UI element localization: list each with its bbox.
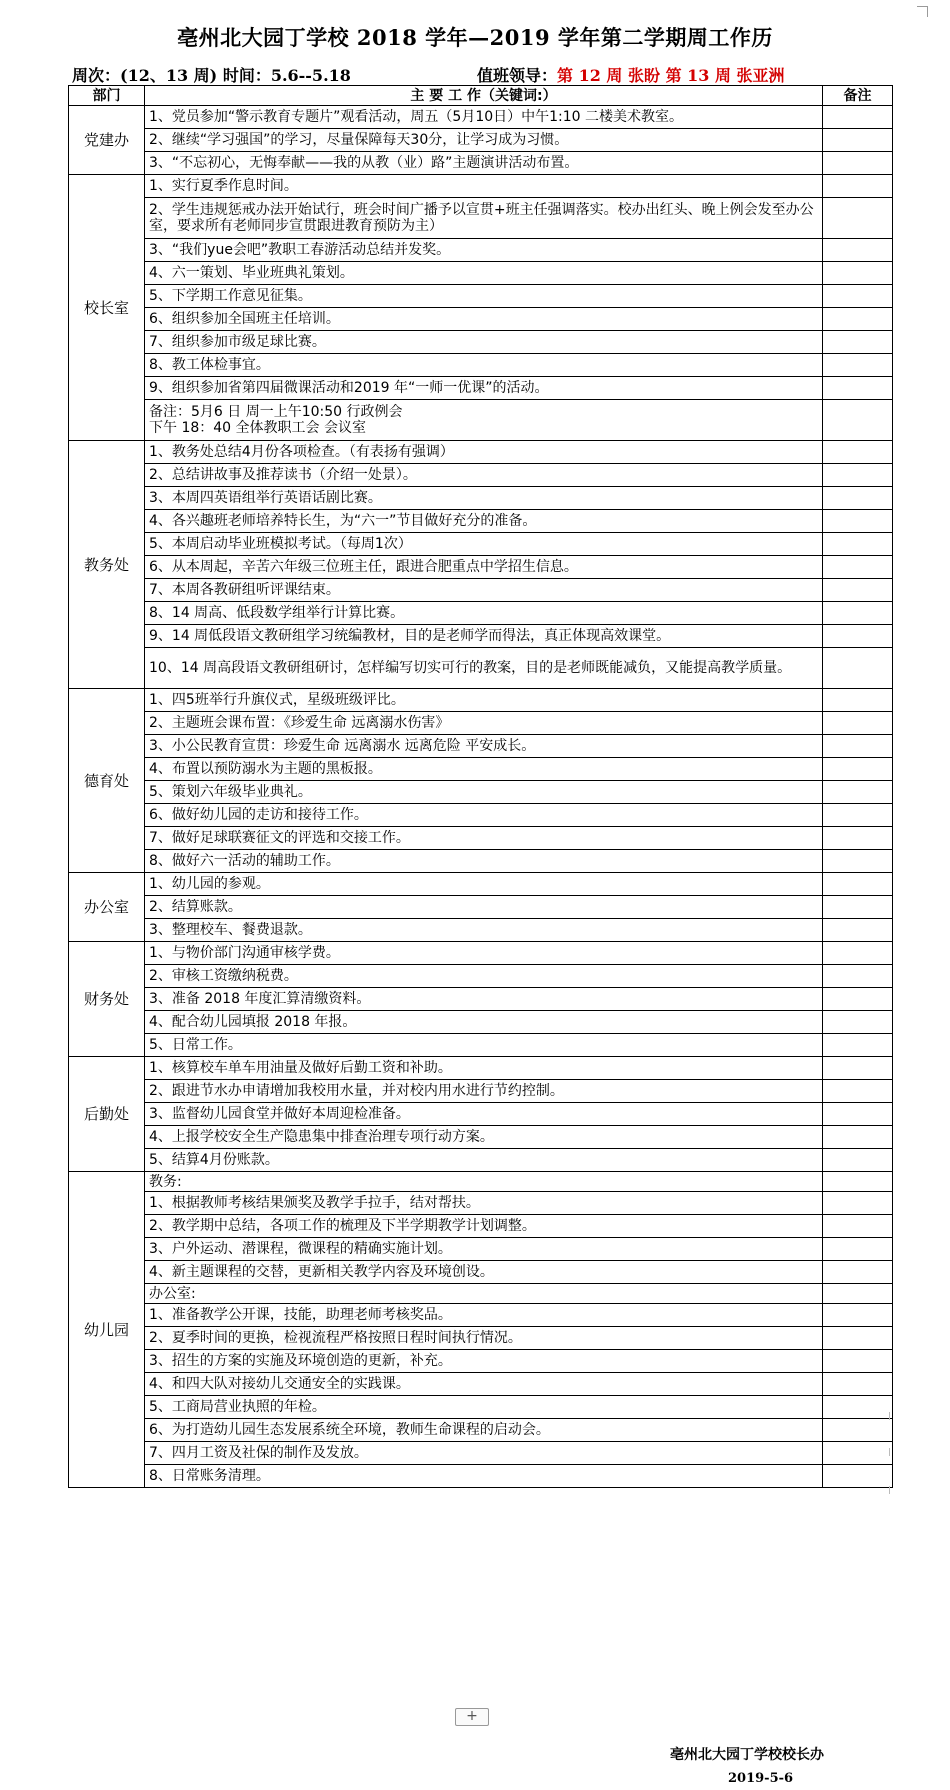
table-row <box>69 896 893 919</box>
note-cell <box>823 308 893 331</box>
table-row <box>69 1149 893 1172</box>
note-cell <box>823 152 893 175</box>
work-item-cell: 1、根据教师考核结果颁奖及教学手拉手，结对帮扶。 <box>145 1192 823 1215</box>
work-item-cell: 1、四5班举行升旗仪式，星级班级评比。 <box>145 689 823 712</box>
note-cell <box>823 873 893 896</box>
table-row <box>69 1011 893 1034</box>
note-cell <box>823 1304 893 1327</box>
work-item-cell: 8、日常账务清理。 <box>145 1465 823 1488</box>
dept-cell-principal: 校长室 <box>69 175 145 441</box>
table-row <box>69 1419 893 1442</box>
work-item-cell: 6、从本周起，辛苦六年级三位班主任，跟进合肥重点中学招生信息。 <box>145 556 823 579</box>
note-cell <box>823 1373 893 1396</box>
work-item-cell: 5、日常工作。 <box>145 1034 823 1057</box>
table-row <box>69 239 893 262</box>
note-cell <box>823 827 893 850</box>
page-corner-mark <box>917 6 928 17</box>
header-note: 备注 <box>823 86 893 106</box>
table-row <box>69 804 893 827</box>
ruler-mark <box>885 1448 890 1456</box>
duty-value: 第 12 周 张盼 第 13 周 张亚洲 <box>557 66 785 85</box>
work-item-cell: 4、布置以预防溺水为主题的黑板报。 <box>145 758 823 781</box>
table-header-row <box>69 86 893 106</box>
work-item-cell: 9、组织参加省第四届微课活动和2019 年“一师一优课”的活动。 <box>145 377 823 400</box>
note-cell <box>823 510 893 533</box>
note-cell <box>823 441 893 464</box>
table-row <box>69 331 893 354</box>
table-row <box>69 510 893 533</box>
ruler-mark <box>885 1486 890 1494</box>
work-item-cell: 10、14 周高段语文教研组研讨，怎样编写切实可行的教案，目的是老师既能减负，又能提高教学质量。 <box>145 648 823 689</box>
table-row <box>69 198 893 239</box>
week-info-line <box>72 63 872 87</box>
header-dept: 部门 <box>69 86 145 106</box>
note-cell <box>823 689 893 712</box>
table-row <box>69 781 893 804</box>
note-cell <box>823 1103 893 1126</box>
table-row <box>69 533 893 556</box>
work-item-cell: 3、户外运动、潜课程，微课程的精确实施计划。 <box>145 1238 823 1261</box>
work-item-cell: 3、小公民教育宣贯：珍爱生命 远离溺水 远离危险 平安成长。 <box>145 735 823 758</box>
table-row <box>69 464 893 487</box>
work-item-cell: 4、配合幼儿园填报 2018 年报。 <box>145 1011 823 1034</box>
work-item-cell: 2、审核工资缴纳税费。 <box>145 965 823 988</box>
work-item-cell: 5、结算4月份账款。 <box>145 1149 823 1172</box>
note-cell <box>823 735 893 758</box>
table-row <box>69 262 893 285</box>
table-row <box>69 1284 893 1304</box>
note-cell <box>823 1261 893 1284</box>
note-cell <box>823 1419 893 1442</box>
note-cell <box>823 1149 893 1172</box>
work-item-cell: 4、新主题课程的交替，更新相关教学内容及环境创设。 <box>145 1261 823 1284</box>
table-row <box>69 1373 893 1396</box>
work-item-cell: 3、整理校车、餐费退款。 <box>145 919 823 942</box>
note-cell <box>823 331 893 354</box>
note-cell <box>823 377 893 400</box>
note-cell <box>823 648 893 689</box>
note-cell <box>823 1284 893 1304</box>
work-item-cell: 7、四月工资及社保的制作及发放。 <box>145 1442 823 1465</box>
work-item-cell: 1、党员参加“警示教育专题片”观看活动，周五（5月10日）中午1:10 二楼美术教室。 <box>145 106 823 129</box>
table-row <box>69 1192 893 1215</box>
table-body <box>69 106 893 1488</box>
table-row <box>69 1126 893 1149</box>
work-item-cell: 2、总结讲故事及推荐读书（介绍一处景）。 <box>145 464 823 487</box>
work-item-cell: 教务: <box>145 1172 823 1192</box>
table-row <box>69 942 893 965</box>
table-row <box>69 1261 893 1284</box>
note-cell <box>823 1327 893 1350</box>
work-item-cell: 备注：5月6 日 周一上午10:50 行政例会 下午 18：40 全体教职工会 会议室 <box>145 400 823 441</box>
note-cell <box>823 239 893 262</box>
note-cell <box>823 285 893 308</box>
work-item-cell: 8、14 周高、低段数学组举行计算比赛。 <box>145 602 823 625</box>
table-row <box>69 579 893 602</box>
table-row <box>69 129 893 152</box>
table-row <box>69 354 893 377</box>
work-item-cell: 4、上报学校安全生产隐患集中排查治理专项行动方案。 <box>145 1126 823 1149</box>
work-item-cell: 2、结算账款。 <box>145 896 823 919</box>
table-row <box>69 1215 893 1238</box>
note-cell <box>823 1442 893 1465</box>
note-cell <box>823 1080 893 1103</box>
dept-cell-party: 党建办 <box>69 106 145 175</box>
table-add-handle[interactable]: + <box>455 1708 489 1726</box>
table-row <box>69 487 893 510</box>
note-cell <box>823 988 893 1011</box>
work-item-cell: 6、组织参加全国班主任培训。 <box>145 308 823 331</box>
table-row <box>69 758 893 781</box>
table-row <box>69 735 893 758</box>
work-item-cell: 2、跟进节水办申请增加我校用水量，并对校内用水进行节约控制。 <box>145 1080 823 1103</box>
note-cell <box>823 1057 893 1080</box>
work-item-cell: 5、策划六年级毕业典礼。 <box>145 781 823 804</box>
note-cell <box>823 579 893 602</box>
note-cell <box>823 625 893 648</box>
work-item-cell: 3、监督幼儿园食堂并做好本周迎检准备。 <box>145 1103 823 1126</box>
note-cell <box>823 262 893 285</box>
dept-cell-finance: 财务处 <box>69 942 145 1057</box>
table-row <box>69 625 893 648</box>
work-item-cell: 2、继续“学习强国”的学习，尽量保障每天30分，让学习成为习惯。 <box>145 129 823 152</box>
table-row <box>69 1057 893 1080</box>
table-row <box>69 873 893 896</box>
table-row <box>69 400 893 441</box>
note-cell <box>823 1465 893 1488</box>
note-cell <box>823 1238 893 1261</box>
work-item-cell: 5、本周启动毕业班模拟考试。（每周1次） <box>145 533 823 556</box>
table-row <box>69 106 893 129</box>
table-row <box>69 850 893 873</box>
work-item-cell: 1、准备教学公开课，技能，助理老师考核奖品。 <box>145 1304 823 1327</box>
table-row <box>69 556 893 579</box>
table-row <box>69 377 893 400</box>
table-row <box>69 1304 893 1327</box>
table-row <box>69 1172 893 1192</box>
table-row <box>69 1080 893 1103</box>
table-row <box>69 648 893 689</box>
note-cell <box>823 175 893 198</box>
work-item-cell: 7、本周各教研组听评课结束。 <box>145 579 823 602</box>
note-cell <box>823 1172 893 1192</box>
page-title: 亳州北大园丁学校 2018 学年—2019 学年第二学期周工作历 <box>177 25 773 50</box>
work-item-cell: 2、夏季时间的更换，检视流程严格按照日程时间执行情况。 <box>145 1327 823 1350</box>
work-item-cell: 1、幼儿园的参观。 <box>145 873 823 896</box>
work-item-cell: 6、为打造幼儿园生态发展系统全环境，教师生命课程的启动会。 <box>145 1419 823 1442</box>
note-cell <box>823 850 893 873</box>
table-row <box>69 175 893 198</box>
work-item-cell: 3、“我们yue会吧”教职工春游活动总结并发奖。 <box>145 239 823 262</box>
note-cell <box>823 1192 893 1215</box>
table-row <box>69 689 893 712</box>
note-cell <box>823 198 893 239</box>
note-cell <box>823 804 893 827</box>
table-row <box>69 1442 893 1465</box>
dept-cell-office: 办公室 <box>69 873 145 942</box>
table-row <box>69 919 893 942</box>
duty-leader <box>477 63 785 86</box>
header-main-work: 主 要 工 作（关键词:） <box>145 86 823 106</box>
table-row <box>69 1465 893 1488</box>
duty-label: 值班领导： <box>477 66 558 85</box>
table-row <box>69 308 893 331</box>
work-item-cell: 1、教务处总结4月份各项检查。（有表扬有强调） <box>145 441 823 464</box>
table-row <box>69 285 893 308</box>
table-row <box>69 152 893 175</box>
work-item-cell: 9、14 周低段语文教研组学习统编教材，目的是老师学而得法，真正体现高效课堂。 <box>145 625 823 648</box>
table-row <box>69 1103 893 1126</box>
note-cell <box>823 129 893 152</box>
work-item-cell: 1、核算校车单车用油量及做好后勤工资和补助。 <box>145 1057 823 1080</box>
work-item-cell: 3、准备 2018 年度汇算清缴资料。 <box>145 988 823 1011</box>
work-item-cell: 6、做好幼儿园的走访和接待工作。 <box>145 804 823 827</box>
note-cell <box>823 533 893 556</box>
note-cell <box>823 106 893 129</box>
work-item-cell: 2、学生违规惩戒办法开始试行，班会时间广播予以宣贯+班主任强调落实。校办出红头、晚上例会发至办公室，要求所有老师同步宣贯跟进教育预防为主） <box>145 198 823 239</box>
note-cell <box>823 758 893 781</box>
table-row <box>69 1396 893 1419</box>
table-row <box>69 1034 893 1057</box>
table-row <box>69 441 893 464</box>
work-item-cell: 7、组织参加市级足球比赛。 <box>145 331 823 354</box>
note-cell <box>823 919 893 942</box>
work-item-cell: 4、各兴趣班老师培养特长生，为“六一”节目做好充分的准备。 <box>145 510 823 533</box>
note-cell <box>823 781 893 804</box>
note-cell <box>823 1126 893 1149</box>
work-item-cell: 4、六一策划、毕业班典礼策划。 <box>145 262 823 285</box>
work-item-cell: 8、做好六一活动的辅助工作。 <box>145 850 823 873</box>
work-item-cell: 7、做好足球联赛征文的评选和交接工作。 <box>145 827 823 850</box>
dept-cell-kindergarten: 幼儿园 <box>69 1172 145 1488</box>
table-row <box>69 1238 893 1261</box>
work-item-cell: 4、和四大队对接幼儿交通安全的实践课。 <box>145 1373 823 1396</box>
footer-organization: 亳州北大园丁学校校长办 <box>670 1747 824 1763</box>
note-cell <box>823 1215 893 1238</box>
table-row <box>69 988 893 1011</box>
note-cell <box>823 354 893 377</box>
work-item-cell: 3、“不忘初心，无悔奉献——我的从教（业）路”主题演讲活动布置。 <box>145 152 823 175</box>
footer-date: 2019-5-6 <box>728 1771 794 1786</box>
note-cell <box>823 487 893 510</box>
work-item-cell: 3、招生的方案的实施及环境创造的更新，补充。 <box>145 1350 823 1373</box>
work-item-cell: 办公室: <box>145 1284 823 1304</box>
dept-cell-academic: 教务处 <box>69 441 145 689</box>
note-cell <box>823 400 893 441</box>
week-and-time: 周次：(12、13 周) 时间：5.6--5.18 <box>72 66 351 85</box>
note-cell <box>823 464 893 487</box>
table-row <box>69 602 893 625</box>
dept-cell-moral: 德育处 <box>69 689 145 873</box>
note-cell <box>823 712 893 735</box>
work-item-cell: 5、下学期工作意见征集。 <box>145 285 823 308</box>
note-cell <box>823 896 893 919</box>
table-row <box>69 965 893 988</box>
work-item-cell: 1、实行夏季作息时间。 <box>145 175 823 198</box>
note-cell <box>823 942 893 965</box>
work-item-cell: 8、教工体检事宜。 <box>145 354 823 377</box>
note-cell <box>823 602 893 625</box>
ruler-mark <box>885 1412 890 1420</box>
table-row <box>69 1350 893 1373</box>
work-item-cell: 3、本周四英语组举行英语话剧比赛。 <box>145 487 823 510</box>
table-row <box>69 1327 893 1350</box>
note-cell <box>823 965 893 988</box>
note-cell <box>823 1396 893 1419</box>
work-item-cell: 2、教学期中总结，各项工作的梳理及下半学期教学计划调整。 <box>145 1215 823 1238</box>
dept-cell-logistics: 后勤处 <box>69 1057 145 1172</box>
work-item-cell: 5、工商局营业执照的年检。 <box>145 1396 823 1419</box>
work-item-cell: 1、与物价部门沟通审核学费。 <box>145 942 823 965</box>
note-cell <box>823 1011 893 1034</box>
note-cell <box>823 1034 893 1057</box>
note-cell <box>823 1350 893 1373</box>
work-calendar-table <box>68 85 893 1488</box>
table-row <box>69 827 893 850</box>
note-cell <box>823 556 893 579</box>
work-item-cell: 2、主题班会课布置：《珍爱生命 远离溺水伤害》 <box>145 712 823 735</box>
table-row <box>69 712 893 735</box>
